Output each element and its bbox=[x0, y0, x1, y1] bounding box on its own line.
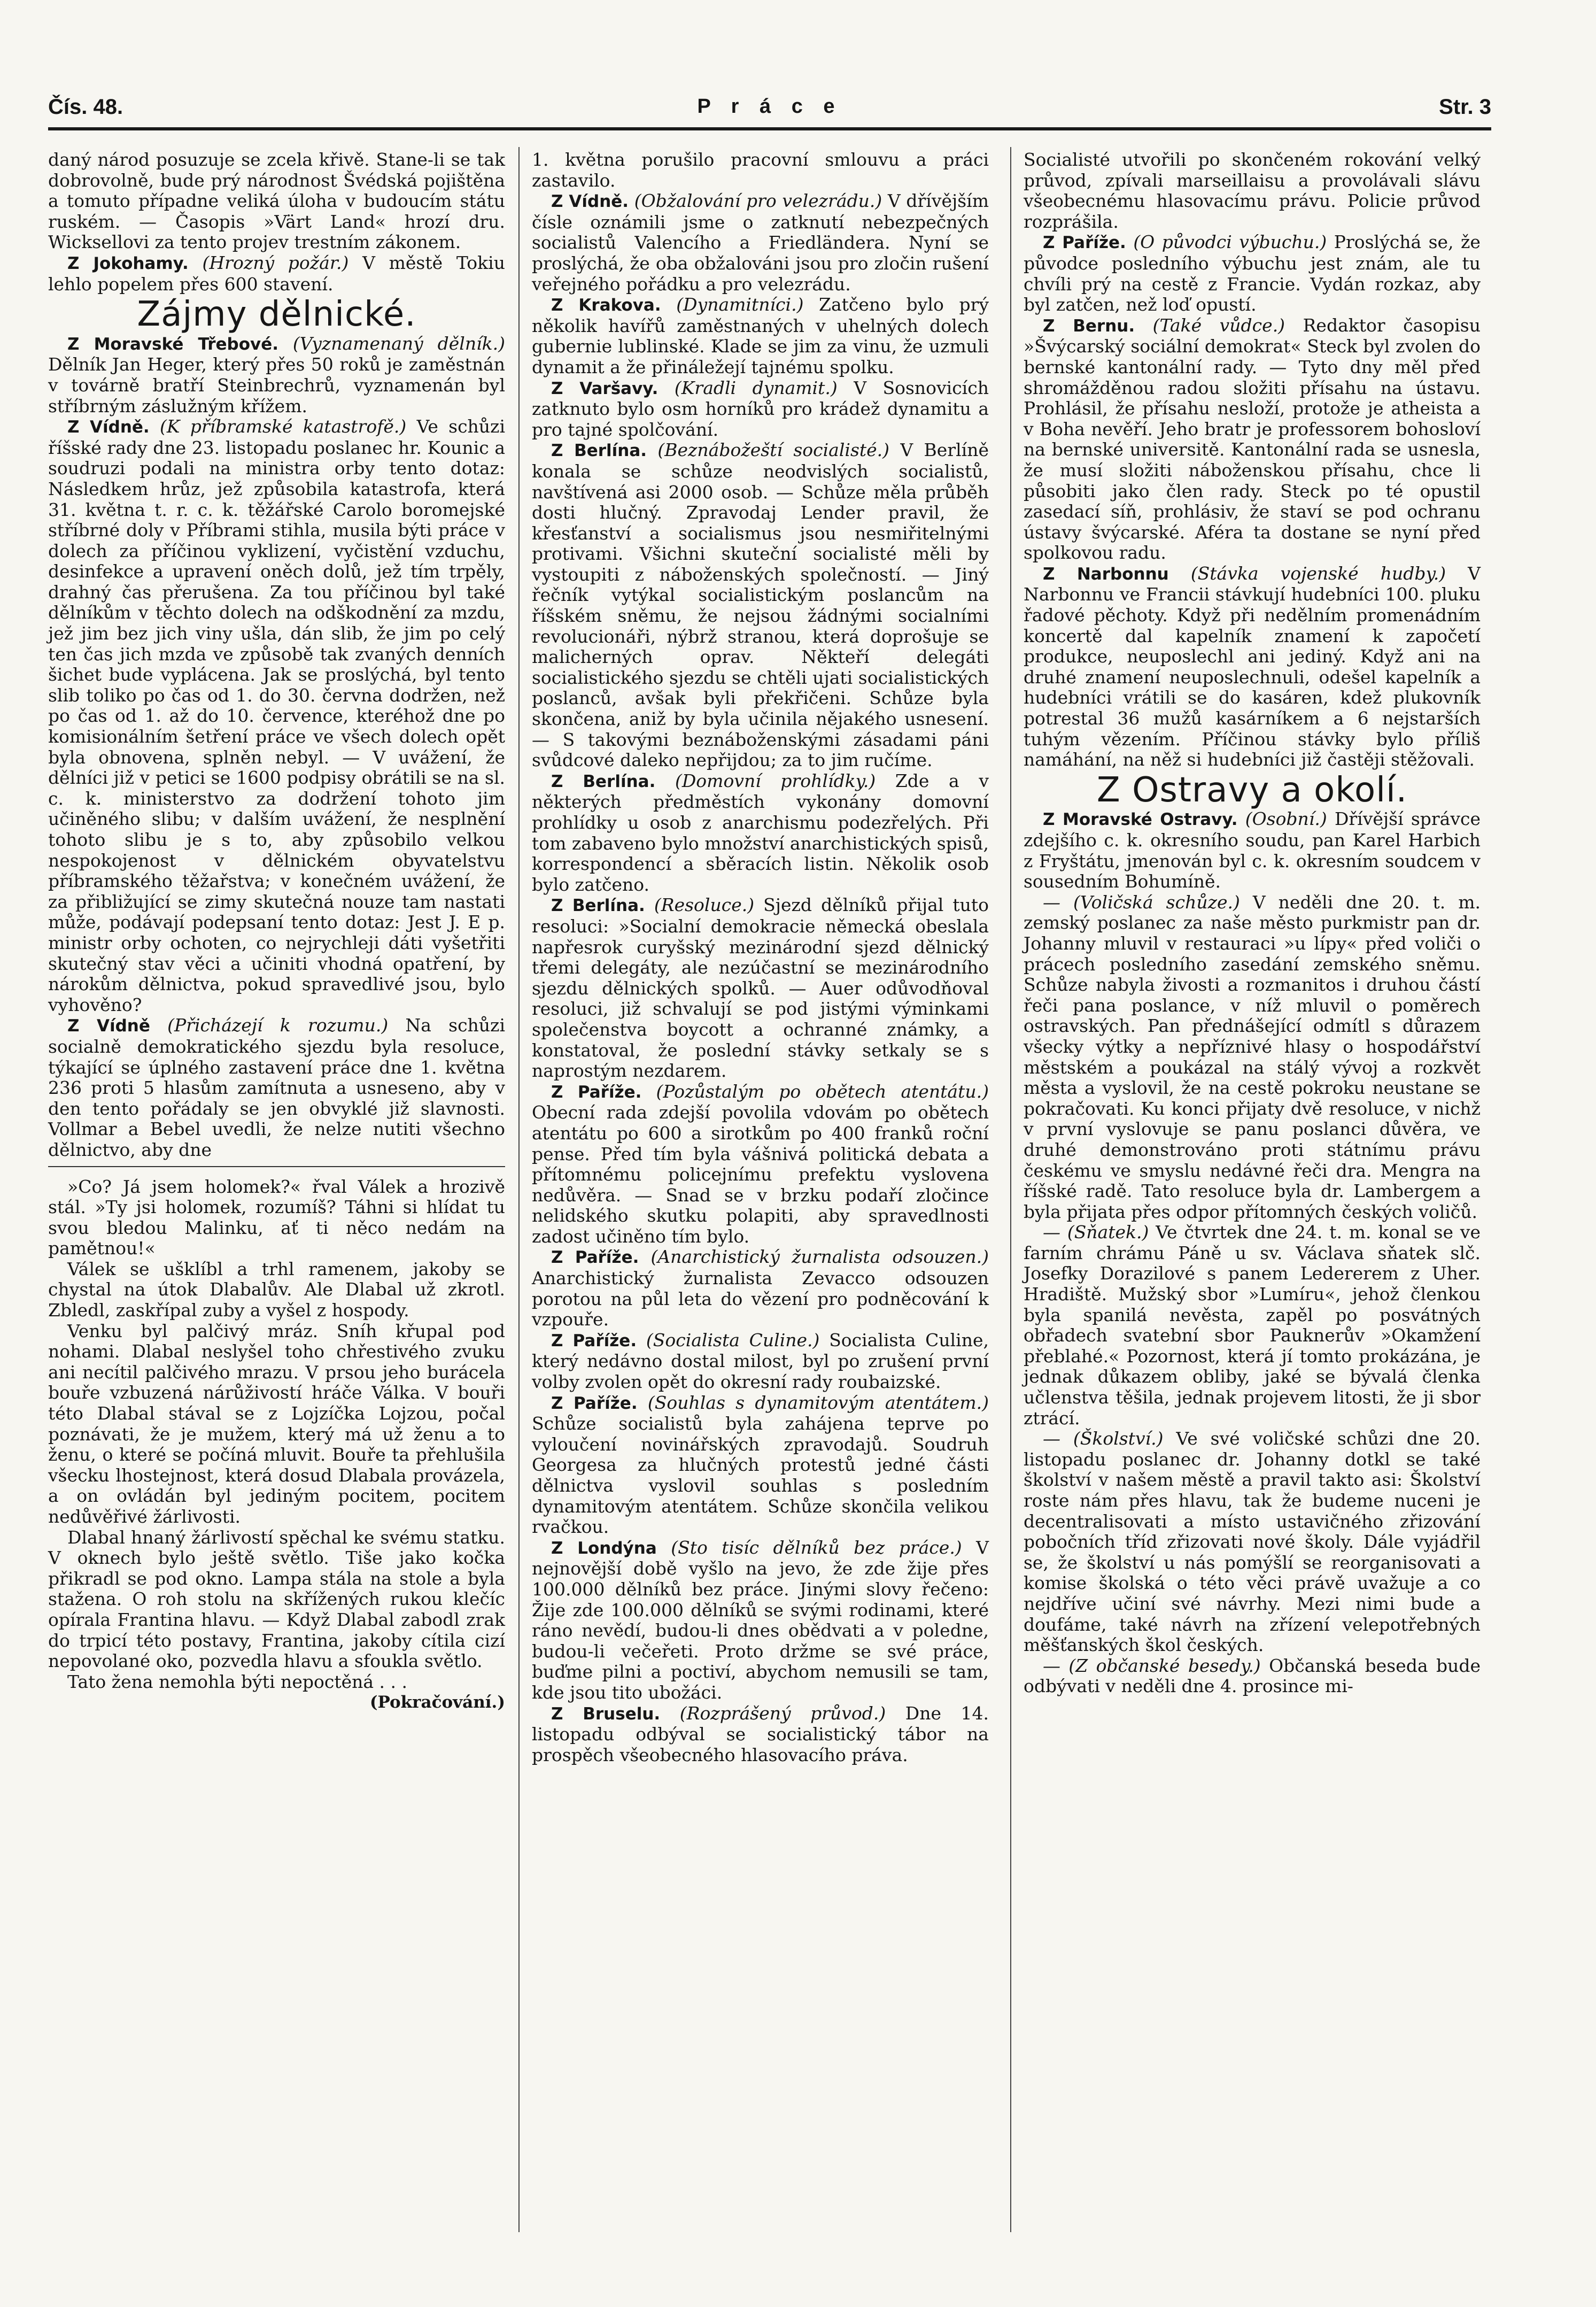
item-text: V dřívějším čísle oznámili jsme o zatknutí nebezpečných socialistů Valencího a Friedländera. Nyní se proslýchá, že oba obžalováni jsou pro zločin rušení veřejného pořádku a pro velezrádu. bbox=[532, 190, 989, 295]
item-text: Redaktor časopisu »Švýcarský sociální demokrat« Steck byl zvolen do bernské kantonální rady. — Tyto dny měl před shromážděnou radou složiti přísahu na ústavu. Prohlásil, že přísahu nesloží, protože je atheista a v Boha nevěří. Jeho bratr je professorem bohosloví na bernské universitě. Kantonální rada se usnesla, že musí složiti náboženskou přísahu, chce li působiti jako člen rady. Steck po té opustil zasedací síň, prohlásiv, že staví se pod ochranu ústavy švýcarské. Aféra ta dostane se nyní před spolkovou radu. bbox=[1024, 314, 1481, 564]
story-paragraph: Válek se ušklíbl a trhl ramenem, jakoby se chystal na útok Dlabalův. Ale Dlabal už zkrotl. Zbledl, zaskřípal zuby a vyšel z hospody. bbox=[48, 1258, 505, 1321]
item-tag: (Domovní prohlídky.) bbox=[675, 770, 876, 791]
dateline: Z Krakova. bbox=[551, 296, 661, 315]
item-text: V neděli dne 20. t. m. zemský poslanec za naše město purkmistr pan dr. Johanny mluvil v restauraci »u lípy« před voliči o prácech posledního zasedání zemského sněmu. Schůze nabyla živosti a rozmanitos i druhou částí řeči pana poslance, v níž mluvil o poměrech ostravských. Pan přednášející odmítl s důrazem všecky výtky a nepříznivé hlasy o hospodářství městském a poukázal na stálý vývoj a rozkvět města a vyslovil, že na cestě pokroku neustane se pokračovati. Ku konci přijaty dvě resoluce, v nichž v první vyslovuje se panu poslanci důvěra, ve druhé demonstrováno proti státnímu právu českému ve smyslu nedávné řeči dra. Mengra na říšské radě. Tato resoluce byla dr. Lambergem a byla přijata přes odpor přítomných českých voličů. bbox=[1024, 891, 1481, 1222]
column-1 bbox=[48, 150, 505, 1713]
item-tag: (Stávka vojenské hudby.) bbox=[1190, 562, 1446, 584]
news-item bbox=[1024, 1429, 1481, 1656]
item-tag: — (Voličská schůze.) bbox=[1043, 891, 1240, 913]
item-text: Proslýchá se, že původce posledního výbuchu jest znám, ale tu chvíli prý na cestě z Francie. Vydán rozkaz, aby byl zatčen, než loď opustí. bbox=[1024, 232, 1481, 315]
dateline: Z Paříže. bbox=[551, 1331, 637, 1351]
item-tag: (Sto tisíc dělníků bez práce.) bbox=[671, 1537, 962, 1558]
item-text: Zatčeno bylo prý několik havířů zaměstnaných v uhelných dolech gubernie lublinské. Klade se jim za vinu, že uzmuli dynamit a že přináležejí tajnému spolku. bbox=[532, 294, 989, 377]
dateline: Z Vídně bbox=[67, 1016, 150, 1036]
item-text: Schůze socialistů byla zahájena teprve po vyloučení novinářských zpravodajů. Soudruh Georgesa za hlučných protestů jedné části dělnictva vyslovil souhlas s posledním dynamitovým atentátem. Schůze skončila velikou rvačkou. bbox=[532, 1413, 989, 1538]
page-number: Str. 3 bbox=[1439, 95, 1491, 119]
item-tag: (Přicházejí k rozumu.) bbox=[167, 1015, 389, 1036]
news-item bbox=[532, 378, 989, 441]
news-item bbox=[532, 1247, 989, 1330]
dateline: Z Moravské Třebové. bbox=[67, 334, 279, 354]
page-header bbox=[48, 91, 1491, 128]
item-tag: (Souhlas s dynamitovým atentátem.) bbox=[647, 1392, 989, 1413]
news-item bbox=[532, 1538, 989, 1703]
dateline: Z Moravské Ostravy. bbox=[1043, 810, 1238, 830]
dateline: Z Berlína. bbox=[551, 896, 645, 916]
column-2 bbox=[532, 150, 989, 1765]
item-text: Dne 14. listopadu odbýval se socialistický tábor na prospěch všeobecného hlasovacího práva. bbox=[532, 1702, 989, 1765]
dateline: Z Bernu. bbox=[1043, 316, 1135, 336]
item-text: V Sosnovicích zatknuto bylo osm horníků pro krádež dynamitu a pro tajné spolčování. bbox=[532, 377, 989, 440]
news-item bbox=[48, 416, 505, 1015]
item-tag: — (Z občanské besedy.) bbox=[1043, 1655, 1261, 1676]
news-item bbox=[1024, 564, 1481, 770]
news-item bbox=[1024, 1656, 1481, 1697]
section-heading: Zájmy dělnické. bbox=[137, 295, 416, 335]
article-paragraph: Socialisté utvořili po skončeném rokování velký průvod, zpívali marseillaisu a provolávali slávu všeobecnému hlasovacímu právu. Policie průvod rozprášila. bbox=[1024, 149, 1481, 232]
item-text: Dělník Jan Heger, který přes 50 roků je zaměstnán v továrně bratří Steinbrechrů, vyznamenán byl stříbrným záslužným křížem. bbox=[48, 354, 505, 416]
newspaper-title: P r á c e bbox=[697, 95, 842, 118]
news-item bbox=[1024, 809, 1481, 892]
item-tag: (Vyznamenaný dělník.) bbox=[292, 333, 505, 354]
item-text: Socialista Culine, který nedávno dostal milost, byl po zrušení první volby zvolen opět do okresní rady roubaizské. bbox=[532, 1329, 989, 1393]
news-item bbox=[1024, 1222, 1481, 1429]
dateline: Z Varšavy. bbox=[551, 379, 658, 398]
dateline: Z Bruselu. bbox=[551, 1704, 661, 1724]
item-text: Obecní rada zdejší povolila vdovám po obětech atentátu po 600 a sirotkům po 400 franků roční pense. Před tím byla vášnivá politická debata a přítomnému policejnímu prefektu vyslovena nedůvěra. — Snad se v brzku podaří zločince nelidského skutku polapiti, aby spravedlnosti zadost učiněno tím bylo. bbox=[532, 1102, 989, 1247]
dateline: Z Jokohamy. bbox=[67, 253, 189, 273]
item-tag: (Beznábožeští socialisté.) bbox=[657, 439, 890, 461]
news-item bbox=[48, 1015, 505, 1160]
item-tag: (Hrozný požár.) bbox=[202, 252, 349, 273]
news-item bbox=[48, 253, 505, 295]
news-item bbox=[532, 1330, 989, 1393]
dateline: Z Paříže. bbox=[551, 1082, 642, 1102]
item-tag: (Kradli dynamit.) bbox=[674, 377, 838, 398]
item-text: Sjezd dělníků přijal tuto resoluci: »Socialní demokracie německá obeslala napřesrok curyšský mezinárodní sjezd dělnický třemi delegáty, ale nezúčastní se mezinárodního sjezdu dělnických spolků. — Auer odůvodňoval resoluci, již schvalují se pod jistými výminkami společenstva boycott a ochranné známky, a konstatoval, že poslední stávky setkaly se s naprostým nezdarem. bbox=[532, 894, 989, 1082]
news-item bbox=[1024, 232, 1481, 315]
news-item bbox=[1024, 892, 1481, 1223]
news-item bbox=[532, 1393, 989, 1538]
news-item bbox=[532, 1703, 989, 1766]
issue-number: Čís. 48. bbox=[48, 95, 123, 119]
news-item bbox=[1024, 315, 1481, 564]
item-tag: — (Sňatek.) bbox=[1043, 1222, 1149, 1243]
item-tag: (Rozprášený průvod.) bbox=[679, 1702, 886, 1724]
item-text: Občanská beseda bude odbývati v neděli dne 4. prosince mi- bbox=[1024, 1655, 1481, 1697]
story-paragraph: »Co? Já jsem holomek?« řval Válek a hrozivě stál. »Ty jsi holomek, rozumíš? Táhni si hlídat tu svou bledou Malinku, ať ti něco nedám na pamětnou!« bbox=[48, 1176, 505, 1259]
news-item bbox=[532, 1082, 989, 1247]
item-text: Dřívější správce zdejšího c. k. okresního soudu, pan Karel Harbich z Fryštátu, jmenován byl c. k. okresním soudcem v sousedním Bohumíně. bbox=[1024, 808, 1481, 892]
news-item bbox=[532, 895, 989, 1081]
header-rule bbox=[48, 127, 1491, 130]
item-text: Ve čtvrtek dne 24. t. m. konal se ve farním chrámu Páně u sv. Václava sňatek slč. Josefky Dorazilové s panem Ledererem z Uher. Hradiště. Mužský sbor »Lumíru«, jehož členkou byla spanilá nevěsta, zapěl po posvátných obřadech svatební sbor Pauknerův »Okamžení přeblahé.« Pozornost, která jí tomto prokázána, je jednak důkazem obliby, jaké se bývalá členka učlenstva těšila, jednak projevem litosti, že ji sbor ztrácí. bbox=[1024, 1222, 1481, 1429]
item-tag: (Osobní.) bbox=[1245, 808, 1327, 830]
column-divider bbox=[518, 147, 520, 2232]
news-item bbox=[48, 334, 505, 416]
dateline: Z Paříže. bbox=[1043, 233, 1126, 253]
item-tag: — (Školství.) bbox=[1043, 1428, 1164, 1449]
dateline: Z Paříže. bbox=[551, 1248, 639, 1268]
column-3 bbox=[1024, 150, 1481, 1697]
item-text: V Berlíně konala se schůze neodvislých socialistů, navštívená asi 2000 osob. — Schůze měla průběh dosti hlučný. Zpravodaj Lender pravil, že křesťanství a socialismus jsou nesmiřitelnými protivami. Všichni skuteční socialisté měli by vystoupiti z náboženských společností. — Jiný řečník vytýkal socialistickým poslancům na říšském sněmu, že nejsou žádnými socialními revolucionáři, nýbrž stranou, která doprošuje se malicherných oprav. Někteří delegáti socialistického sjezdu se chtěli ujati socialistických poslanců, avšak byli překřičeni. Schůze byla skončena, aniž by byla učinila nějakého usnesení. — S takovými beznáboženskými zásadami páni svůdcové daleko nepřijdou; za to jim ručíme. bbox=[532, 439, 989, 771]
dateline: Z Berlína. bbox=[551, 771, 656, 791]
dateline: Z Vídně. bbox=[67, 418, 150, 437]
section-heading: Z Ostravy a okolí. bbox=[1096, 770, 1408, 810]
feuilleton-separator bbox=[48, 1166, 505, 1167]
news-item bbox=[532, 771, 989, 896]
item-text: Zde a v některých předměstích vykonány domovní prohlídky u osob z anarchismu podezřelých. Při tom zabaveno bylo množství anarchistických spisů, korrespondencí a sběracích listin. Několik osob bylo zatčeno. bbox=[532, 770, 989, 895]
article-paragraph: 1. května porušilo pracovní smlouvu a práci zastavilo. bbox=[532, 149, 989, 191]
news-item bbox=[532, 440, 989, 771]
item-text: Anarchistický žurnalista Zevacco odsouzen porotou na půl leta do vězení pro podněcování k vzpouře. bbox=[532, 1268, 989, 1330]
item-text: V městě Tokiu lehlo popelem přes 600 stavení. bbox=[48, 252, 505, 295]
item-text: V Narbonnu ve Francii stávkují hudebníci 100. pluku řadové pěchoty. Když při nedělním promenádním koncertě dal kapelník znamení k započetí produkce, neuposlechl ani jediný. Když ani na druhé znamení neuposlechnuli, odešel kapelník a hudebníci vrátili se do kasáren, kdež plukovník potrestal 36 mužů kasárníkem a 6 nejstarších tuhým vězením. Příčinou stávky bylo příliš namáhání, na něž si hudebníci již častěji stěžovali. bbox=[1024, 562, 1481, 770]
item-text: Ve schůzi říšské rady dne 23. listopadu poslanec hr. Kounic a soudruzi podali na ministra orby tento dotaz: Následkem hrůz, jež způsobila katastrofa, která 31. května t. r. c. k. těžářské Carolo boromejské stříbrné doly v Příbrami stihla, musila býti práce v dolech za příčinou vyklizení, vyčistění vzduchu, desinfekce a upravení oněch dolů, jež tím trpěly, drahný čas přerušena. Za tou příčinou byl také dělníkům v těchto dolech na odškodnění za mzdu, jež jim bez jich viny ušla, dán slib, že jim po celý ten čas jich mzda ve způsobě tak zvaných denních šichet bude vyplácena. Jak se proslýchá, byl tento slib toliko po čas od 1. do 30. června dodržen, než po čas od 1. až do 10. července, kteréhož dne po komisionálním šetření práce ve všech dolech opět byla obnovena, splněn nebyl. — V uvážení, že dělníci již v petici se 1600 podpisy obrátili se na sl. c. k. ministerstvo za dodržení tohoto jim učiněného slibu; v dalším uvážení, že nesplnění tohoto slibu je s to, aby způsobilo velkou nespokojenost v dělnickém obyvatelstvu příbramského těžařstva; v konečném uvážení, že za přibližující se zimy skutečná nouze tam nastati může, podávají podepsaní tento dotaz: Jest J. E p. ministr orby ochoten, co nejrychleji dáti vyšetřiti skutečný stav věci a učiniti vhodná opatření, by nárokům dělnictva, pokud spravedlivé jsou, bylo vyhověno? bbox=[48, 416, 506, 1015]
item-text: Ve své voličské schůzi dne 20. listopadu poslanec dr. Johanny dotkl se také školství v našem městě a pravil takto asi: Školství roste nám přes hlavu, tak že budeme nuceni je decentralisovati a místo ustavičného zřizování pobočních tříd zřizovati nové školy. Dále vyjádřil se, že školství u nás pomýšlí se reorganisovati a komise školská o této věci právě uvažuje a co nejdříve učiní své návrhy. Mezi nimi bude a doufáme, také návrh na zřízení velepotřebných měšťanských škol českých. bbox=[1024, 1428, 1481, 1656]
story-paragraph: Dlabal hnaný žárlivostí spěchal ke svému statku. V oknech bylo ještě světlo. Tiše jako kočka přikradl se pod okno. Lampa stála na stole a byla stažena. O roh stolu na skřížených rukou klečíc opírala Frantina hlavu. — Když Dlabal zabodl zrak do trpicí této postavy, Frantina, jakoby cítila cizí nepovolané oko, pozvedla hlavu a sfoukla světlo. bbox=[48, 1526, 505, 1672]
story-paragraph: Venku byl palčivý mráz. Sníh křupal pod nohami. Dlabal neslyšel toho chřestivého zvuku ani necítil palčivého mrazu. V prsou jeho burácela bouře vzbuzená nárůživostí hráče Válka. V bouři této Dlabal stával se z Lojzíčka Lojzou, počal poznávati, že je mužem, který má už ženu a to ženu, o které se počíná mluvit. Bouře ta přehlušila všecku lhostejnost, která dosud Dlabala provázela, a on ovládán byl jediným pocitem, pocitem nedůvěřivé žárlivosti. bbox=[48, 1320, 505, 1527]
item-tag: (Také vůdce.) bbox=[1152, 314, 1285, 336]
dateline: Z Vídně. bbox=[551, 192, 629, 212]
continuation-note: (Pokračování.) bbox=[369, 1693, 505, 1712]
news-item bbox=[532, 191, 989, 295]
item-tag: (Obžalování pro velezrádu.) bbox=[634, 190, 882, 212]
item-text: V nejnovější době vyšlo na jevo, že zde žije přes 100.000 dělníků bez práce. Jinými slovy řečeno: Žije zde 100.000 dělníků se svými rodinami, které ráno nevědí, budou-li dnes obědvati a v poledne, budou-li večeřeti. Proto držme se své práce, buďme pilni a poctiví, abychom nemusili se tam, kde jsou tito ubožáci. bbox=[532, 1537, 989, 1703]
article-paragraph: daný národ posuzuje se zcela křivě. Stane-li se tak dobrovolně, bude prý národnost Švédská pojištěna a tomuto případne veliká úloha v budoucím státu ruském. — Časopis »Värt Land« hrozí dru. Wicksellovi za tento projev trestním zákonem. bbox=[48, 149, 505, 253]
news-item bbox=[532, 295, 989, 377]
item-tag: (Pozůstalým po obětech atentátu.) bbox=[656, 1081, 989, 1102]
item-tag: (K příbramské katastrofě.) bbox=[159, 416, 407, 437]
item-tag: (O původci výbuchu.) bbox=[1133, 232, 1327, 253]
item-tag: (Anarchistický žurnalista odsouzen.) bbox=[650, 1246, 989, 1268]
item-tag: (Socialista Culine.) bbox=[646, 1329, 820, 1351]
dateline: Z Narbonnu bbox=[1043, 564, 1169, 584]
item-tag: (Dynamitníci.) bbox=[676, 294, 804, 315]
story-paragraph: Tato žena nemohla býti nepoctěná . . . bbox=[67, 1671, 407, 1692]
item-text: Na schůzi socialně demokratického sjezdu byla resoluce, týkající se úplného zastavení práce dne 1. května 236 proti 5 hlasům zamítnuta a usneseno, aby v den tento pořádaly se jen obvyklé již slavnosti. Vollmar a Bebel uvedli, že nelze nutiti všechno dělnictvo, aby dne bbox=[48, 1015, 505, 1160]
item-tag: (Resoluce.) bbox=[654, 894, 755, 916]
dateline: Z Paříže. bbox=[551, 1393, 638, 1413]
dateline: Z Berlína. bbox=[551, 441, 647, 461]
dateline: Z Londýna bbox=[551, 1538, 657, 1558]
column-divider bbox=[1010, 147, 1011, 2232]
